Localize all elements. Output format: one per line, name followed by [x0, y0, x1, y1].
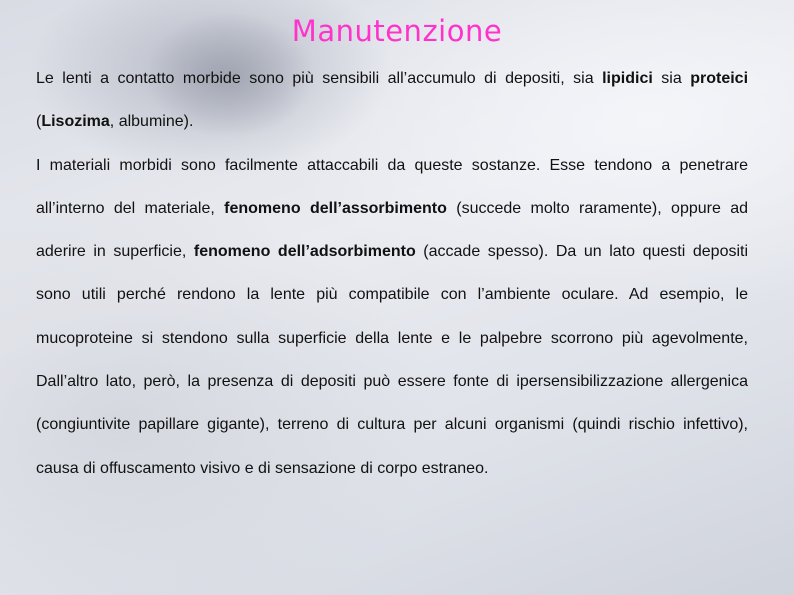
paragraph-deposits [36, 57, 748, 144]
text-run: sia [652, 70, 691, 87]
text-run: (accade spesso). Da un lato questi depositi sono utili perché rendono la lente più compatibile con l’ambiente oculare. Ad esempio, le mucoproteine si stendono sulla superficie della lente e le palpebre scorrono più agevolmente, Dall’altro lato, però, la presenza di depositi può essere fonte di ipersensibilizzazione allergenica (congiuntivite papillare gigante), terreno di cultura per alcuni organismi (quindi rischio infettivo), causa di offuscamento visivo e di sensazione di corpo estraneo. [36, 243, 749, 477]
bold-adsorbimento: fenomeno dell’adsorbimento [193, 243, 416, 261]
text-run: , albumine). [109, 113, 194, 131]
text-run: I materiali morbidi sono facilmente attaccabili da queste sostanze. Esse tendono a penetrare all’interno del materiale, [36, 156, 748, 217]
text-run: Le lenti a contatto morbide sono più sensibili all’accumulo di depositi, sia [36, 70, 603, 87]
text-run: (succede molto raramente), oppure ad aderire in superficie, [36, 199, 749, 261]
bold-lisozima: Lisozima [41, 113, 110, 131]
text-run: ( [36, 113, 42, 131]
bold-assorbimento: fenomeno dell’assorbimento [224, 199, 447, 217]
slide-body [36, 57, 748, 490]
bold-lipidici: lipidici [602, 70, 653, 87]
bold-proteici: proteici [690, 70, 749, 87]
paragraph-materials [36, 144, 748, 490]
slide-title: Manutenzione [291, 14, 503, 48]
